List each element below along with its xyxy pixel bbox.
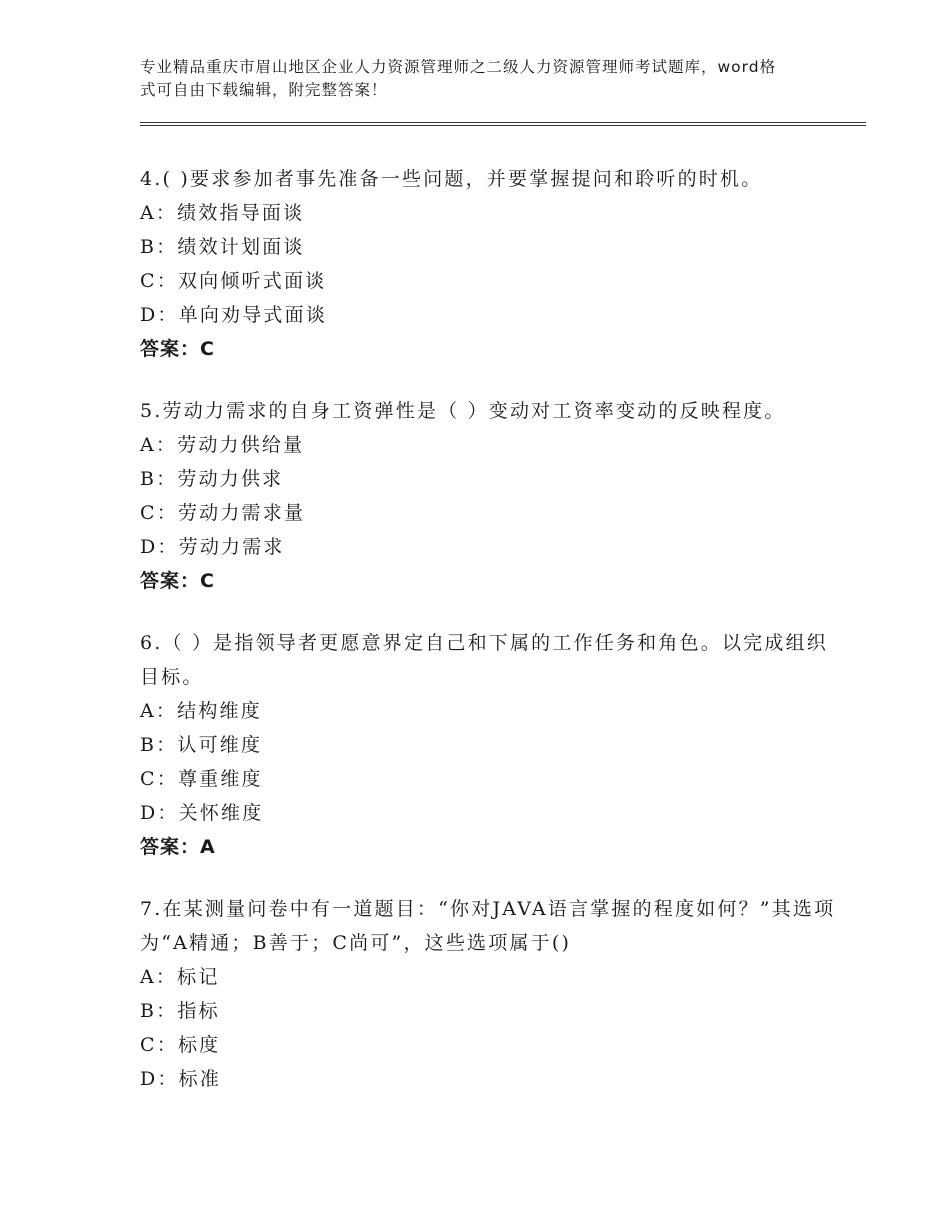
option-a: A：结构维度 (140, 700, 262, 722)
option-c: C：劳动力需求量 (140, 502, 306, 524)
option-b: B：指标 (140, 1000, 220, 1022)
question-stem: 6.（ ）是指领导者更愿意界定自己和下属的工作任务和角色。以完成组织目标。 (140, 632, 828, 688)
question-stem: 5.劳动力需求的自身工资弹性是（ ）变动对工资率变动的反映程度。 (140, 400, 786, 422)
option-b: B：绩效计划面谈 (140, 236, 305, 258)
option-a: A：劳动力供给量 (140, 434, 305, 456)
option-d: D：劳动力需求 (140, 536, 285, 558)
option-c: C：标度 (140, 1034, 221, 1056)
option-d: D：标准 (140, 1068, 222, 1090)
option-c: C：尊重维度 (140, 768, 263, 790)
option-a: A：标记 (140, 966, 220, 988)
header-divider-bottom (140, 125, 866, 126)
document-header: 专业精品重庆市眉山地区企业人力资源管理师之二级人力资源管理师考试题库，word格式可自由下载编辑，附完整答案！ (140, 58, 777, 99)
question-4 (140, 162, 840, 366)
question-stem: 4.( )要求参加者事先准备一些问题，并要掌握提问和聆听的时机。 (140, 168, 763, 190)
option-b: B：劳动力供求 (140, 468, 284, 490)
question-5 (140, 394, 840, 598)
answer-label: 答案：C (140, 570, 215, 592)
answer-label: 答案：A (140, 836, 216, 858)
option-a: A：绩效指导面谈 (140, 202, 305, 224)
option-d: D：单向劝导式面谈 (140, 304, 328, 326)
header-divider-top (140, 122, 866, 123)
answer-label: 答案：C (140, 338, 215, 360)
option-b: B：认可维度 (140, 734, 263, 756)
question-7 (140, 892, 840, 1096)
option-d: D：关怀维度 (140, 802, 264, 824)
option-c: C：双向倾听式面谈 (140, 270, 327, 292)
question-list (140, 162, 840, 1124)
question-stem: 7.在某测量问卷中有一道题目：“你对JAVA语言掌握的程度如何？”其选项为“A精通；B善于；C尚可”，这些选项属于() (140, 898, 836, 954)
question-6 (140, 626, 840, 864)
